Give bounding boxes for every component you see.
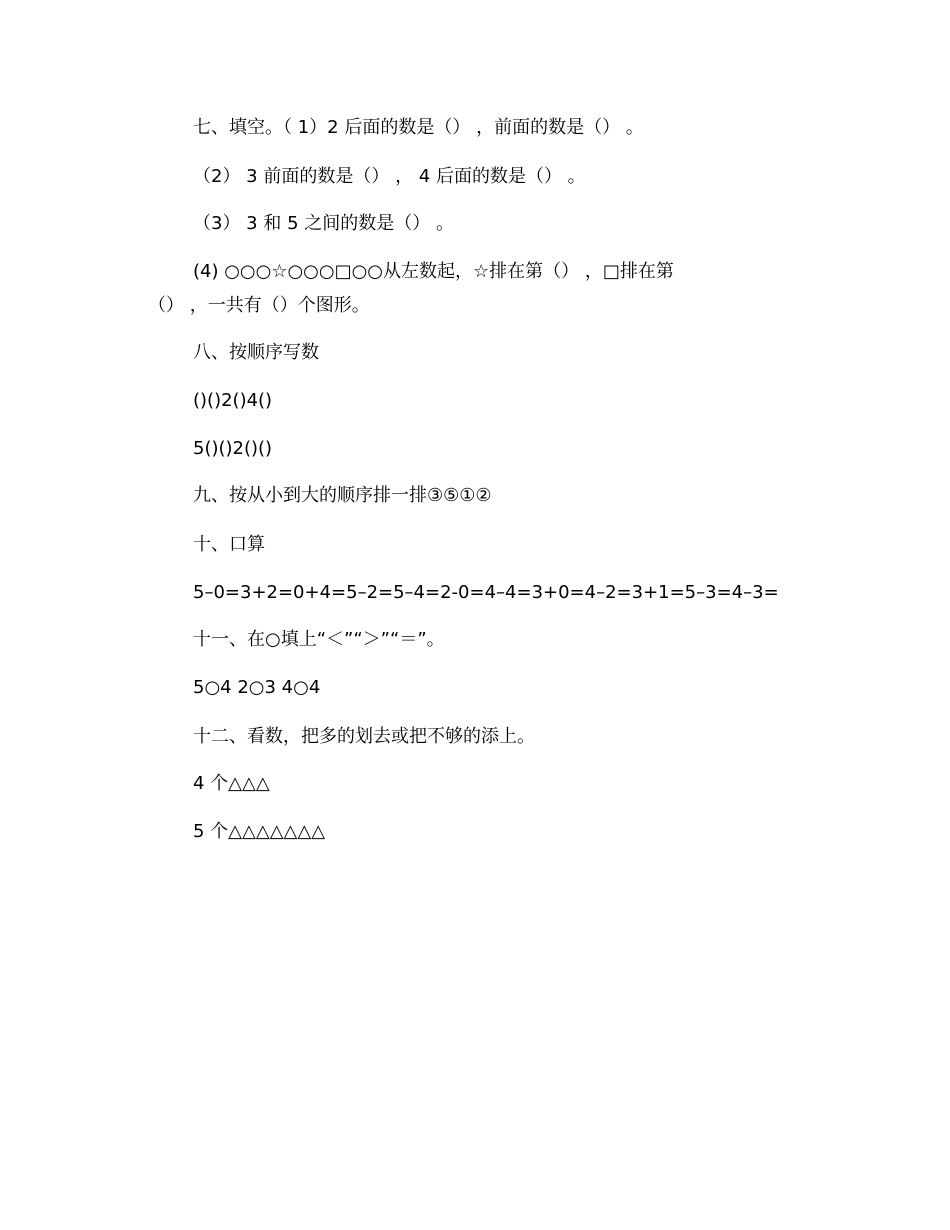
question-8-sequence-1: ()()2()4(): [193, 390, 273, 411]
question-8-sequence-2: 5()()2()(): [193, 438, 273, 459]
question-7-part-2: （2） 3 前面的数是（） ， 4 后面的数是（） 。: [193, 166, 586, 187]
question-9-heading: 九、按从小到大的顺序排一排③⑤①②: [193, 485, 492, 506]
question-11-heading: 十一、在○填上“＜”“＞”“＝”。: [193, 629, 445, 650]
question-10-heading: 十、口算: [193, 534, 265, 555]
question-12-row-4: 4 个△△△: [193, 773, 270, 794]
question-12-heading: 十二、看数，把多的划去或把不够的添上。: [193, 726, 535, 747]
question-7-intro: 七、填空。（ 1）2 后面的数是（） ，前面的数是（） 。: [193, 117, 644, 138]
question-10-arithmetic: 5–0=3+2=0+4=5–2=5–4=2-0=4–4=3+0=4–2=3+1=5–3=4–3=: [193, 582, 779, 603]
question-7-part-4: (4) ○○○☆○○○□○○从左数起，☆排在第（） ，□排在第: [193, 261, 674, 282]
question-11-comparisons: 5○4 2○3 4○4: [193, 677, 321, 698]
question-8-heading: 八、按顺序写数: [193, 342, 319, 363]
question-7-part-4-continued: （） ，一共有（）个图形。: [148, 295, 370, 316]
question-7-part-3: （3） 3 和 5 之间的数是（） 。: [193, 213, 454, 234]
question-12-row-5: 5 个△△△△△△△: [193, 821, 326, 842]
